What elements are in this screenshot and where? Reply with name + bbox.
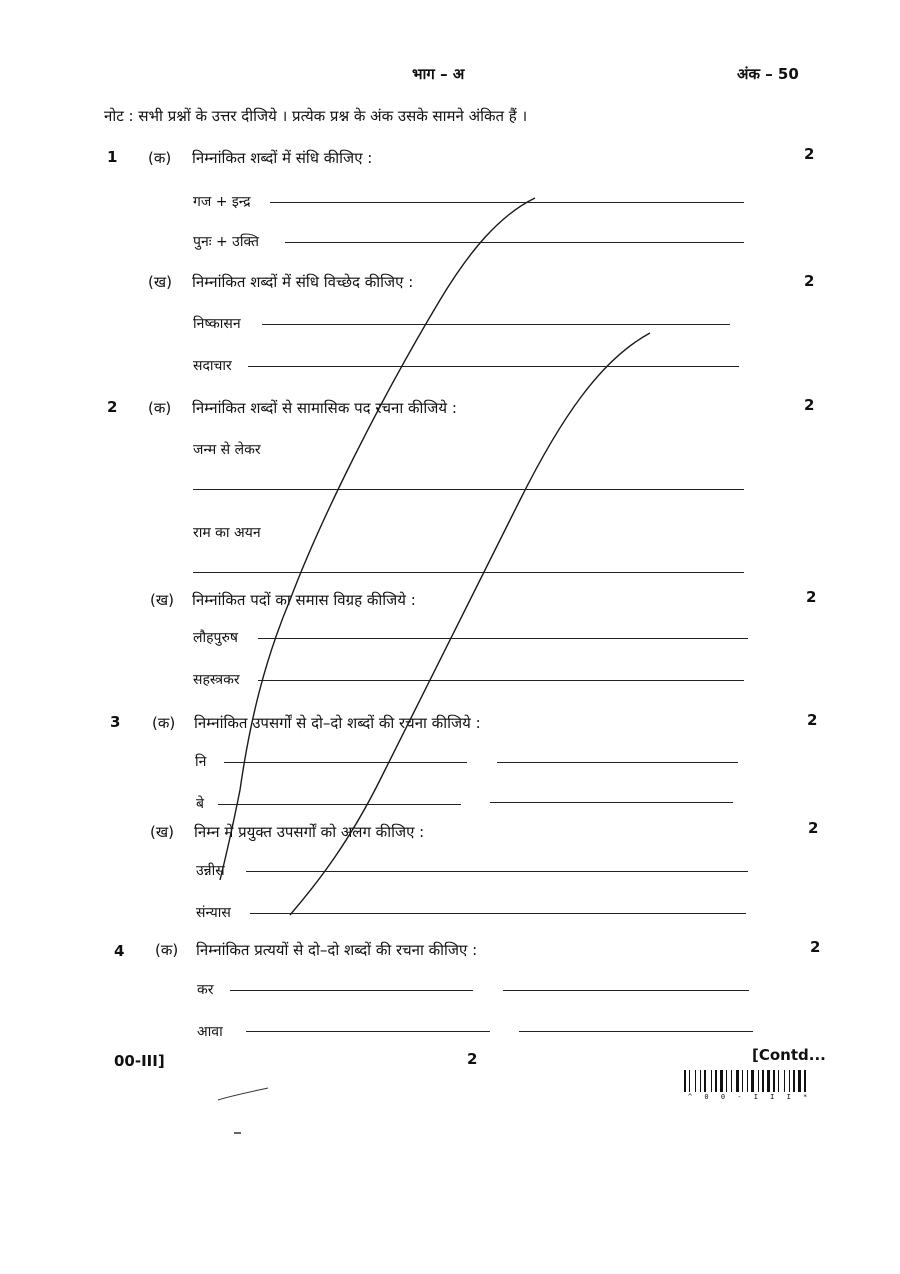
part-instruction: निम्नांकित प्रत्ययों से दो–दो शब्दों की रचना कीजिए :: [196, 941, 478, 959]
question-number: 1: [107, 148, 118, 166]
part-marks: 2: [808, 819, 819, 837]
part-instruction: निम्नांकित उपसर्गों से दो–दो शब्दों की रचना कीजिये :: [194, 714, 481, 732]
page-number: 2: [467, 1050, 478, 1068]
part-instruction: निम्नांकित पदों का समास विग्रह कीजिये :: [192, 591, 416, 609]
part-marks: 2: [807, 711, 818, 729]
answer-prompt: पुनः + उक्ति: [193, 234, 259, 250]
answer-prompt: सहस्त्रकर: [193, 672, 240, 688]
question-number: 2: [107, 398, 118, 416]
part-marks: 2: [806, 588, 817, 606]
stray-mark: [218, 1088, 268, 1100]
answer-prompt: राम का अयन: [193, 525, 261, 541]
total-marks: अंक – 50: [737, 65, 799, 83]
answer-prompt: उन्नीस: [196, 863, 225, 879]
question-number: 4: [114, 942, 125, 960]
answer-prompt: जन्म से लेकर: [193, 442, 261, 458]
part-label: (क): [155, 941, 179, 959]
part-label: (ख): [148, 273, 172, 291]
answer-prompt: निष्कासन: [193, 316, 241, 332]
continued-label: [Contd...: [752, 1046, 826, 1064]
part-marks: 2: [810, 938, 821, 956]
paper-code: 00-III]: [114, 1052, 165, 1070]
answer-prompt: नि: [195, 754, 207, 770]
strike-line: [220, 198, 535, 880]
answer-prompt: आवा: [197, 1024, 223, 1040]
instructions-note: नोट : सभी प्रश्नों के उत्तर दीजिये । प्रत्येक प्रश्न के अंक उसके सामने अंकित हैं ।: [104, 107, 528, 125]
part-instruction: निम्नांकित शब्दों में संधि कीजिए :: [192, 149, 373, 167]
part-label: (ख): [150, 823, 174, 841]
answer-prompt: गज + इन्द्र: [193, 194, 251, 210]
part-label: (ख): [150, 591, 174, 609]
part-marks: 2: [804, 272, 815, 290]
part-marks: 2: [804, 145, 815, 163]
part-instruction: निम्न में प्रयुक्त उपसर्गों को अलग कीजिए :: [194, 823, 425, 841]
barcode-digits: ^ 0 0 - I I I *: [688, 1093, 812, 1101]
part-instruction: निम्नांकित शब्दों से सामासिक पद रचना कीजिये :: [192, 399, 457, 417]
part-label: (क): [152, 714, 176, 732]
answer-prompt: कर: [197, 982, 214, 998]
part-instruction: निम्नांकित शब्दों में संधि विच्छेद कीजिए :: [192, 273, 414, 291]
answer-prompt: सदाचार: [193, 358, 232, 374]
part-marks: 2: [804, 396, 815, 414]
strike-line: [290, 333, 650, 915]
answer-prompt: संन्यास: [196, 905, 231, 921]
answer-prompt: बे: [196, 796, 204, 812]
answer-prompt: लौहपुरुष: [193, 630, 238, 646]
part-label: (क): [148, 399, 172, 417]
section-title: भाग – अ: [412, 65, 465, 83]
question-number: 3: [110, 713, 121, 731]
part-label: (क): [148, 149, 172, 167]
